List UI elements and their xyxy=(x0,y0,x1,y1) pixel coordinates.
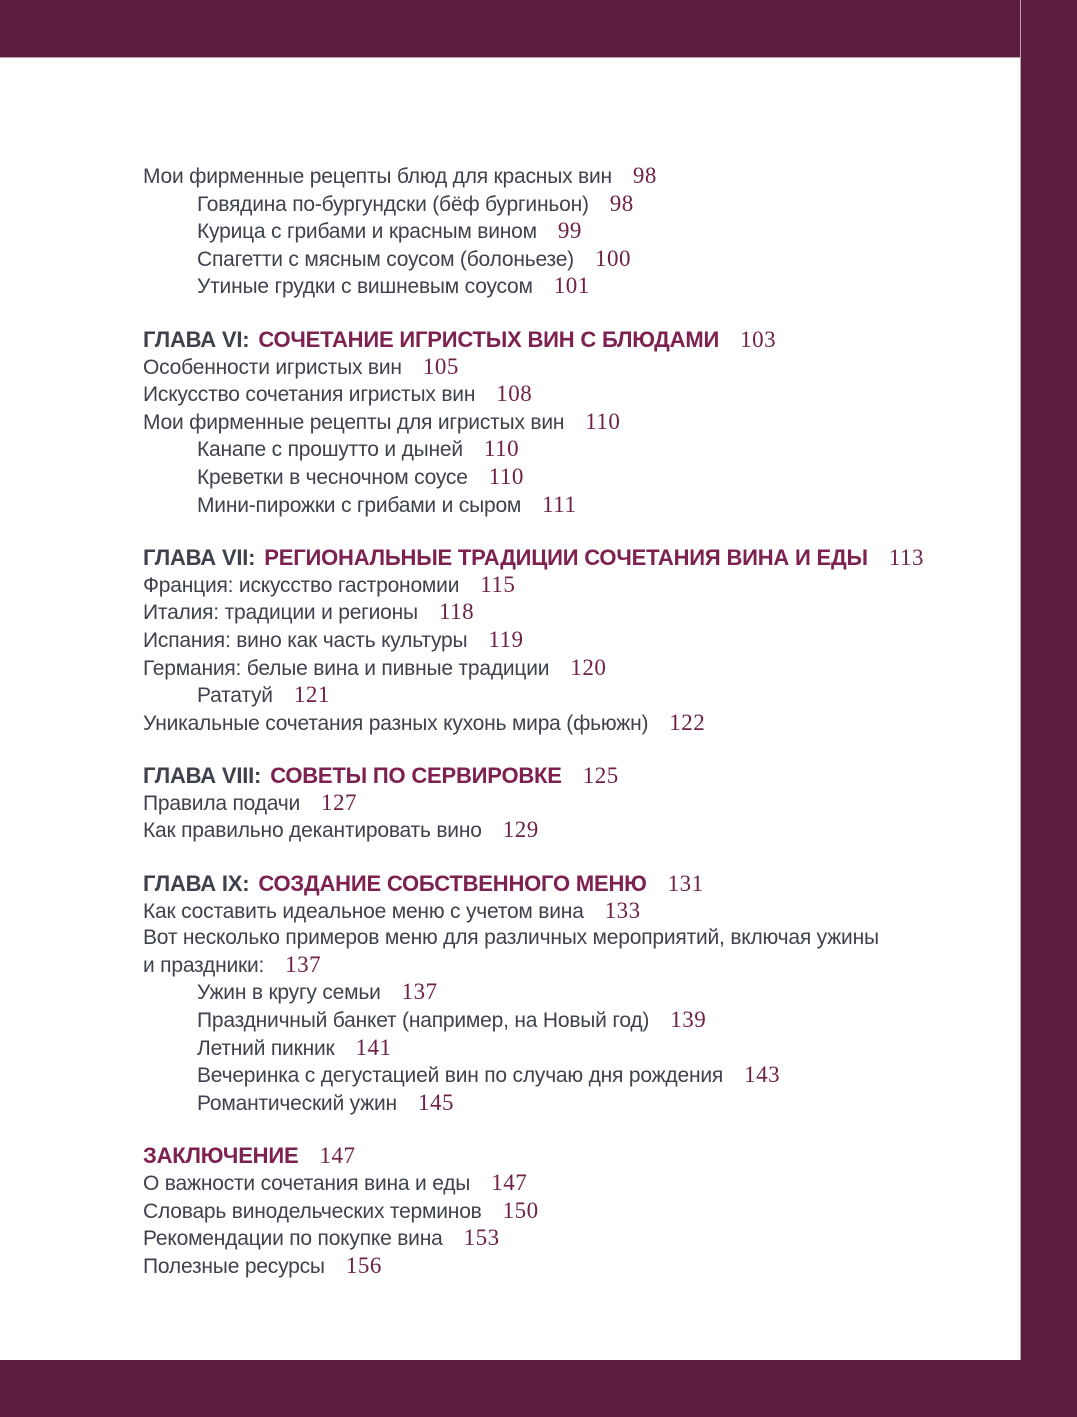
toc-entry-title: и праздники: xyxy=(143,953,265,977)
toc-entry-title: Германия: белые вина и пивные традиции xyxy=(143,656,550,680)
chapter-number-label: ГЛАВА VII: xyxy=(143,545,256,571)
page-number: 121 xyxy=(293,682,330,708)
toc-entry xyxy=(143,464,990,492)
page-number: 156 xyxy=(345,1252,382,1278)
page-frame-right xyxy=(1020,0,1077,1417)
toc-entry-title: Уникальные сочетания разных кухонь мира (фьюжн) xyxy=(143,711,649,735)
toc-entry xyxy=(143,790,990,818)
toc-section xyxy=(143,871,990,1117)
chapter-title: РЕГИОНАЛЬНЫЕ ТРАДИЦИИ СОЧЕТАНИЯ ВИНА И ЕДЫ xyxy=(264,545,868,571)
page-number: 110 xyxy=(585,408,621,434)
toc-entry xyxy=(143,710,990,738)
page-number: 110 xyxy=(483,436,520,462)
toc-section xyxy=(143,327,990,519)
toc-entry-title: Мини-пирожки с грибами и сыром xyxy=(197,493,522,517)
page-number: 119 xyxy=(488,626,524,652)
toc-entry xyxy=(143,163,990,191)
toc-entry xyxy=(143,1035,990,1063)
toc-entry-title: Как составить идеальное меню с учетом вина xyxy=(143,899,584,923)
toc-entry-title: Как правильно декантировать вино xyxy=(143,819,482,843)
toc-entry xyxy=(143,246,990,274)
toc-entry xyxy=(143,898,990,926)
page-number: 137 xyxy=(285,951,322,977)
toc-entry-title: О важности сочетания вина и еды xyxy=(143,1172,471,1195)
toc-entry-title: Канапе с прошутто и дыней xyxy=(197,438,463,462)
toc-entry xyxy=(143,354,990,382)
page-number: 110 xyxy=(488,463,524,489)
table-of-contents xyxy=(143,163,990,1280)
chapter-number-label: ГЛАВА IX: xyxy=(143,871,250,897)
toc-entry-title: Рекомендации по покупке вина xyxy=(143,1227,443,1251)
toc-entry xyxy=(143,655,990,683)
chapter-number-label: ГЛАВА VI: xyxy=(143,326,250,352)
page-number: 99 xyxy=(557,218,582,244)
toc-entry-title: Вечеринка с дегустацией вин по случаю дня рождения xyxy=(197,1064,724,1088)
toc-section xyxy=(143,163,990,301)
toc-entry xyxy=(143,492,990,520)
toc-entry-title: Искусство сочетания игристых вин xyxy=(143,383,476,407)
chapter-heading xyxy=(143,327,990,354)
toc-entry-title: Летний пикник xyxy=(197,1036,335,1060)
toc-entry xyxy=(143,1198,990,1226)
page-number: 101 xyxy=(553,273,590,299)
toc-entry-title: Рататуй xyxy=(197,684,273,708)
toc-entry xyxy=(143,381,990,409)
toc-entry-title: Испания: вино как часть культуры xyxy=(143,628,468,652)
toc-entry xyxy=(143,218,990,246)
toc-entry xyxy=(143,682,990,710)
page-frame-top xyxy=(0,0,1077,58)
toc-entry xyxy=(143,1225,990,1253)
chapter-title: СОЗДАНИЕ СОБСТВЕННОГО МЕНЮ xyxy=(258,871,647,897)
page-number: 98 xyxy=(609,190,634,216)
toc-section xyxy=(143,1143,990,1280)
page-number: 115 xyxy=(480,571,516,597)
toc-entry-title: Говядина по-бургундски (бёф бургиньон) xyxy=(197,192,589,216)
page-number: 103 xyxy=(740,326,777,352)
toc-entry-title: Ужин в кругу семьи xyxy=(197,981,381,1005)
page-number: 153 xyxy=(463,1225,500,1251)
toc-section xyxy=(143,763,990,845)
toc-entry xyxy=(143,572,990,600)
page-number: 108 xyxy=(496,381,533,407)
page-number: 98 xyxy=(632,163,657,188)
toc-entry xyxy=(143,1062,990,1090)
toc-entry-title: Курица с грибами и красным вином xyxy=(197,220,537,244)
toc-entry-title: Италия: традиции и регионы xyxy=(143,601,418,625)
page-number: 100 xyxy=(594,245,631,271)
toc-entry-title: Особенности игристых вин xyxy=(143,355,402,379)
page-number: 131 xyxy=(667,871,704,897)
page-number: 127 xyxy=(321,789,358,815)
chapter-title: СОВЕТЫ ПО СЕРВИРОВКЕ xyxy=(270,763,562,789)
toc-entry-title: Мои фирменные рецепты блюд для красных вин xyxy=(143,165,612,188)
page-number: 111 xyxy=(542,491,577,517)
toc-entry-title: Креветки в чесночном соусе xyxy=(197,465,468,489)
toc-entry xyxy=(143,1090,990,1118)
toc-entry-title: Словарь винодельческих терминов xyxy=(143,1199,482,1223)
toc-entry xyxy=(143,191,990,219)
page-number: 145 xyxy=(417,1089,454,1115)
page-frame-bottom xyxy=(0,1360,1077,1417)
toc-entry-title: Франция: искусство гастрономии xyxy=(143,573,460,597)
chapter-number-label: ГЛАВА VIII: xyxy=(143,763,262,789)
page-number: 133 xyxy=(604,897,641,923)
page-number: 137 xyxy=(401,979,438,1005)
toc-entry xyxy=(143,1170,990,1198)
toc-entry-title: Правила подачи xyxy=(143,791,301,815)
page-number: 129 xyxy=(502,817,539,843)
page-number: 143 xyxy=(744,1062,781,1088)
page-number: 118 xyxy=(438,599,475,625)
chapter-heading xyxy=(143,763,990,790)
chapter-heading xyxy=(143,1143,990,1170)
toc-entry-title: Полезные ресурсы xyxy=(143,1254,325,1278)
toc-entry xyxy=(143,979,990,1007)
page-number: 113 xyxy=(888,545,924,571)
page-content xyxy=(0,57,1020,1360)
toc-entry xyxy=(143,952,990,980)
chapter-title: СОЧЕТАНИЕ ИГРИСТЫХ ВИН С БЛЮДАМИ xyxy=(258,326,720,352)
page-number: 150 xyxy=(502,1197,539,1223)
toc-entry xyxy=(143,627,990,655)
page-number: 147 xyxy=(491,1170,528,1195)
toc-entry-title: Спагетти с мясным соусом (болоньезе) xyxy=(197,247,574,271)
toc-entry xyxy=(143,1253,990,1281)
page-number: 139 xyxy=(670,1007,707,1033)
chapter-heading xyxy=(143,871,990,898)
toc-entry xyxy=(143,436,990,464)
toc-entry xyxy=(143,817,990,845)
page-number: 125 xyxy=(582,763,619,789)
page-number: 122 xyxy=(669,709,706,735)
toc-entry xyxy=(143,409,990,437)
toc-entry-title: Вот несколько примеров меню для различных мероприятий, включая ужины xyxy=(143,926,879,950)
toc-entry-title: Мои фирменные рецепты для игристых вин xyxy=(143,410,565,434)
toc-entry-title: Утиные грудки с вишневым соусом xyxy=(197,275,533,299)
toc-entry-title: Праздничный банкет (например, на Новый год) xyxy=(197,1009,650,1033)
toc-entry xyxy=(143,599,990,627)
toc-entry xyxy=(143,273,990,301)
toc-entry xyxy=(143,1007,990,1035)
toc-section xyxy=(143,545,990,737)
toc-entry-title: Романтический ужин xyxy=(197,1091,397,1115)
toc-entry xyxy=(143,925,990,952)
page-number: 105 xyxy=(422,353,459,379)
chapter-heading xyxy=(143,545,990,572)
page-number: 147 xyxy=(319,1143,356,1169)
page-number: 141 xyxy=(355,1034,392,1060)
page-number: 120 xyxy=(570,654,607,680)
chapter-title: ЗАКЛЮЧЕНИЕ xyxy=(143,1143,299,1169)
